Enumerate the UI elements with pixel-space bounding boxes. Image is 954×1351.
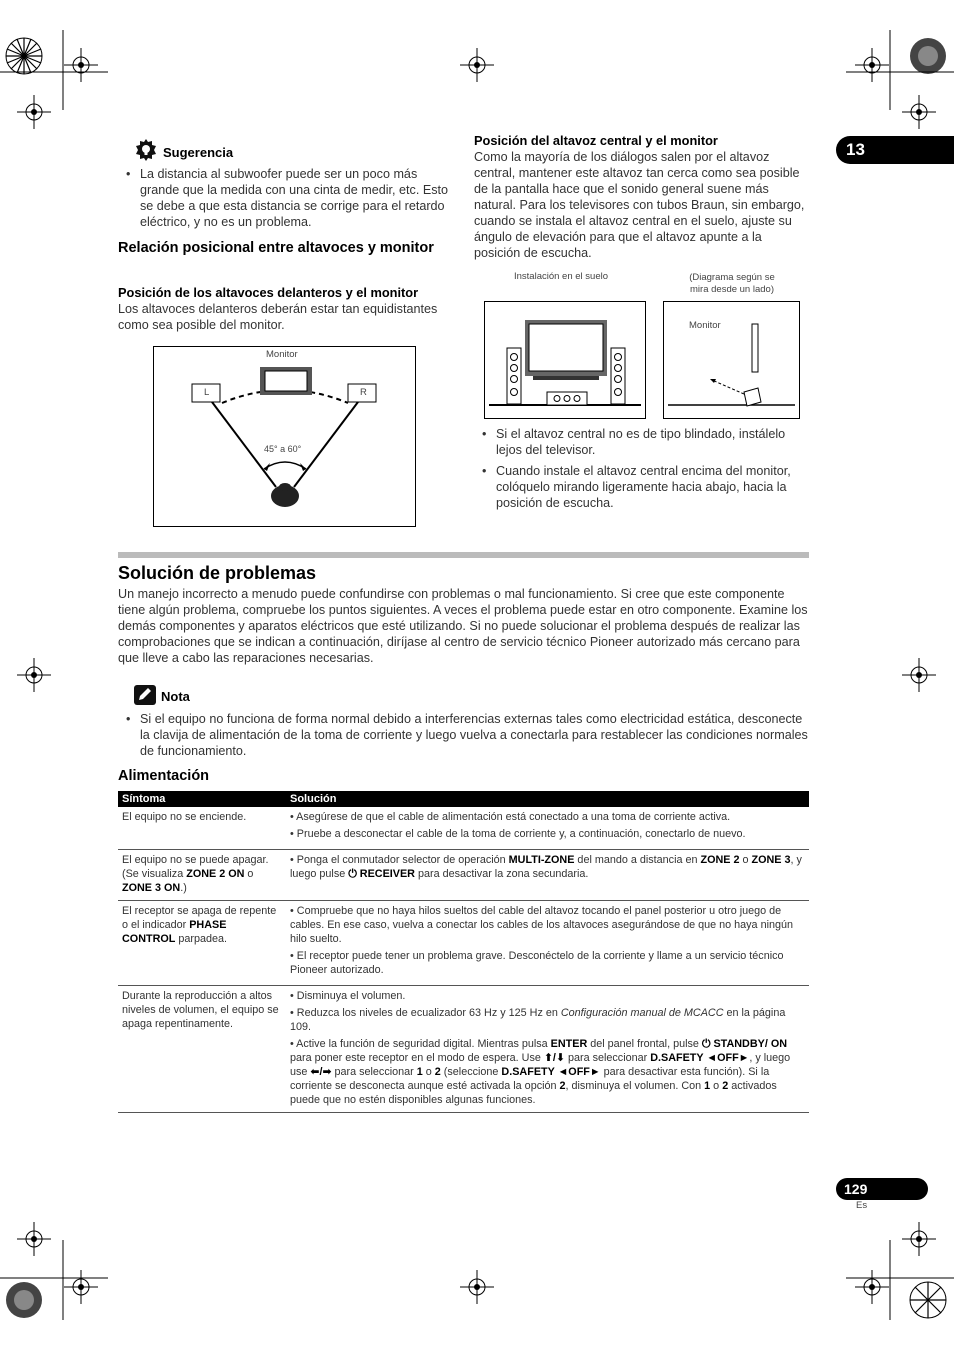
- solution-text: del mando a distancia en: [574, 854, 701, 866]
- delanteros-text: Los altavoces delanteros deberán estar tan equidistantes como sea posible del monitor.: [118, 302, 438, 332]
- symptom-text: El receptor se apaga de repente o el indicador: [122, 905, 277, 931]
- chapter-number-tab: 13: [836, 136, 954, 164]
- sugerencia-label: Sugerencia: [163, 145, 234, 160]
- solution-keyword: 2: [434, 1066, 441, 1078]
- solution-text: para seleccionar: [331, 1066, 417, 1078]
- lightbulb-icon: [134, 138, 158, 162]
- list-item: • La distancia al subwoofer puede ser un poco más grande que la medida con una cinta de medir, etc. Esto se debe a que esta distancia se corrige para el retardo eléctrico, y no es un problema.: [118, 166, 456, 230]
- solution-keyword: MULTI-ZONE: [508, 854, 575, 866]
- central-text: Como la mayoría de los diálogos salen por el altavoz central, mantener este altavoz tan cerca como sea posible de la pantalla hace que el sonido general suene más natural. Para los televisores con tubos Braun, sin embargo, cuando se instala el altavoz central en el suelo, ajuste su ángulo de elevación para que el altavoz apunte a la posición de escucha.: [474, 150, 805, 260]
- symptom-cell: [118, 850, 286, 901]
- solution-keyword: 1: [416, 1066, 423, 1078]
- nota-list: [118, 711, 810, 764]
- solution-text: para desactivar la zona secundaria.: [414, 868, 589, 880]
- solution-text: o: [710, 1080, 723, 1092]
- troubleshooting-table: [118, 791, 809, 1113]
- solution-text: • Active la función de seguridad digital. Mientras pulsa: [290, 1038, 551, 1050]
- page-number-tab: 129: [836, 1178, 928, 1200]
- solution-text: para seleccionar: [564, 1052, 651, 1064]
- solution-cell: [286, 850, 809, 901]
- symptom-cell: El equipo no se enciende.: [118, 807, 286, 850]
- page-title: Solución de problemas: [118, 563, 317, 583]
- table-header-row: [118, 791, 809, 807]
- floor-installation-diagram: [484, 301, 646, 419]
- list-item: • Si el altavoz central no es de tipo blindado, instálelo lejos del televisor.: [474, 426, 810, 458]
- solution-cell: [286, 901, 809, 986]
- diagram-monitor-label: Monitor: [266, 349, 298, 360]
- symptom-zone2: ZONE 2 ON: [186, 868, 245, 880]
- diagram-angle-label: 45° a 60°: [264, 444, 302, 454]
- diagram-left-label: L: [204, 387, 210, 398]
- caption-side-view: (Diagrama según se mira desde un lado): [689, 272, 775, 295]
- table-row: [118, 986, 809, 1113]
- symptom-zone3: ZONE 3 ON: [122, 882, 181, 894]
- table-row: [118, 850, 809, 901]
- solution-keyword: ZONE 2: [700, 854, 740, 866]
- list-item: • Cuando instale el altavoz central encima del monitor, colóquelo mirando ligeramente hacia abajo, hacia la posición de escucha.: [474, 463, 810, 511]
- solution-text: • Reduzca los niveles de ecualizador 63 Hz y 125 Hz en: [290, 1007, 561, 1019]
- central-bullets: [474, 426, 810, 516]
- solution-text: en la página 109.: [290, 1007, 786, 1033]
- symptom-text: parpadea.: [175, 933, 228, 945]
- side-view-diagram: [663, 301, 800, 419]
- column-header-solution: Solución: [286, 791, 809, 807]
- speaker-layout-drawing: [154, 347, 415, 526]
- subsection-title-central: Posición del altavoz central y el monitor: [474, 133, 718, 148]
- symptom-text: .): [180, 882, 187, 894]
- solution-item: [290, 853, 805, 881]
- solution-item: • Asegúrese de que el cable de alimentación está conectado a una toma de corriente activa.: [290, 811, 731, 823]
- solution-cell: [286, 986, 809, 1113]
- solution-text: , y luego use: [290, 1052, 791, 1078]
- solution-text: para poner este receptor en el modo de espera. Use: [290, 1052, 544, 1064]
- solution-keyword: ZONE 3: [751, 854, 791, 866]
- caption-floor-installation: Instalación en el suelo: [514, 271, 609, 282]
- diagram-right-label: R: [360, 387, 367, 398]
- solution-keyword: ⬆/⬇: [543, 1052, 565, 1064]
- solution-text: (seleccione: [440, 1066, 502, 1078]
- symptom-text: El equipo no se puede apagar.: [122, 854, 269, 866]
- sugerencia-list: [118, 166, 456, 235]
- solution-keyword: 2: [559, 1080, 566, 1092]
- solution-keyword: D.SAFETY ◄OFF►: [650, 1052, 750, 1064]
- solution-text: activados puede que no estén disponibles algunas funciones.: [290, 1080, 777, 1106]
- speaker-position-diagram: [153, 346, 416, 527]
- subsection-title-delanteros: Posición de los altavoces delanteros y el monitor: [118, 285, 419, 300]
- section-title-relacion: Relación posicional entre altavoces y monitor: [118, 240, 434, 256]
- solution-keyword: ENTER: [550, 1038, 588, 1050]
- solution-text: o: [739, 854, 752, 866]
- subsection-title-alimentacion: Alimentación: [118, 768, 210, 784]
- solution-text: del panel frontal, pulse: [587, 1038, 702, 1050]
- solution-keyword: 2: [722, 1080, 729, 1092]
- solution-text: para desactivar esta función). Si la corriente se desconecta aunque esté activada la opción: [290, 1066, 770, 1092]
- solution-text: , y luego pulse: [290, 854, 802, 880]
- solution-text: • Ponga el conmutador selector de operación: [290, 854, 509, 866]
- solution-item: • Pruebe a desconectar el cable de la toma de corriente y, a continuación, conectarlo de nuevo.: [290, 828, 746, 840]
- solution-item: [290, 1037, 805, 1107]
- section-divider-bar: [118, 552, 809, 558]
- symptom-text: o: [244, 868, 254, 880]
- solution-item: • Compruebe que no haya hilos sueltos del cable del altavoz tocando el panel posterior u otro juego de cables. En ese caso, vuelva a conectar los cables de los altavoces asegurándose de que no haya ningún hilo suelto.: [290, 905, 793, 945]
- table-row: [118, 901, 809, 986]
- note-pencil-icon: [134, 685, 156, 705]
- solution-cell: [286, 807, 809, 850]
- side-view-drawing: [664, 302, 799, 418]
- floor-installation-drawing: [485, 302, 645, 418]
- language-code: Es: [856, 1200, 868, 1211]
- solution-keyword: D.SAFETY ◄OFF►: [501, 1066, 601, 1078]
- symptom-cell: Durante la reproducción a altos niveles de volumen, el equipo se apaga repentinamente.: [118, 986, 286, 1113]
- column-header-symptom: Síntoma: [118, 791, 286, 807]
- solution-text: o: [422, 1066, 435, 1078]
- nota-label: Nota: [161, 689, 190, 704]
- solution-keyword: 1: [704, 1080, 711, 1092]
- symptom-text: (Se visualiza: [122, 868, 187, 880]
- solution-keyword: ⏻ RECEIVER: [348, 868, 415, 880]
- table-row: [118, 807, 809, 850]
- side-view-monitor-label: Monitor: [689, 320, 721, 331]
- symptom-cell: [118, 901, 286, 986]
- solution-keyword: ⏻ STANDBY/ ON: [701, 1038, 788, 1050]
- symptom-phase-control: PHASE CONTROL: [122, 919, 227, 945]
- solution-keyword: ⬅/➡: [310, 1066, 332, 1078]
- solucion-intro: Un manejo incorrecto a menudo puede confundirse con problemas o mal funcionamiento. Si cree que este componente tiene algún problema, compruebe los puntos siguientes. A veces el problema puede estar en otro componente. Examine los demás componentes y aparatos eléctricos que esté utilizando. Si no puede solucionar el problema después de realizar las comprobaciones que se indican a continuación, diríjase al centro de servicio técnico Pioneer autorizado más cercano para que lleve a cabo las reparaciones necesarias.: [118, 587, 808, 665]
- solution-text: , disminuya el volumen. Con: [565, 1080, 705, 1092]
- solution-item: • El receptor puede tener un problema grave. Desconéctelo de la corriente y llame a un servicio técnico Pioneer autorizado.: [290, 950, 784, 976]
- solution-item: [290, 1006, 805, 1034]
- solution-item: • Disminuya el volumen.: [290, 990, 406, 1002]
- list-item: • Si el equipo no funciona de forma normal debido a interferencias externas tales como electricidad estática, desconecte la clavija de alimentación de la toma de corriente y luego vuelva a conectarla para restablecer las condiciones normales de funcionamiento.: [118, 711, 810, 759]
- solution-reference: Configuración manual de MCACC: [560, 1007, 724, 1019]
